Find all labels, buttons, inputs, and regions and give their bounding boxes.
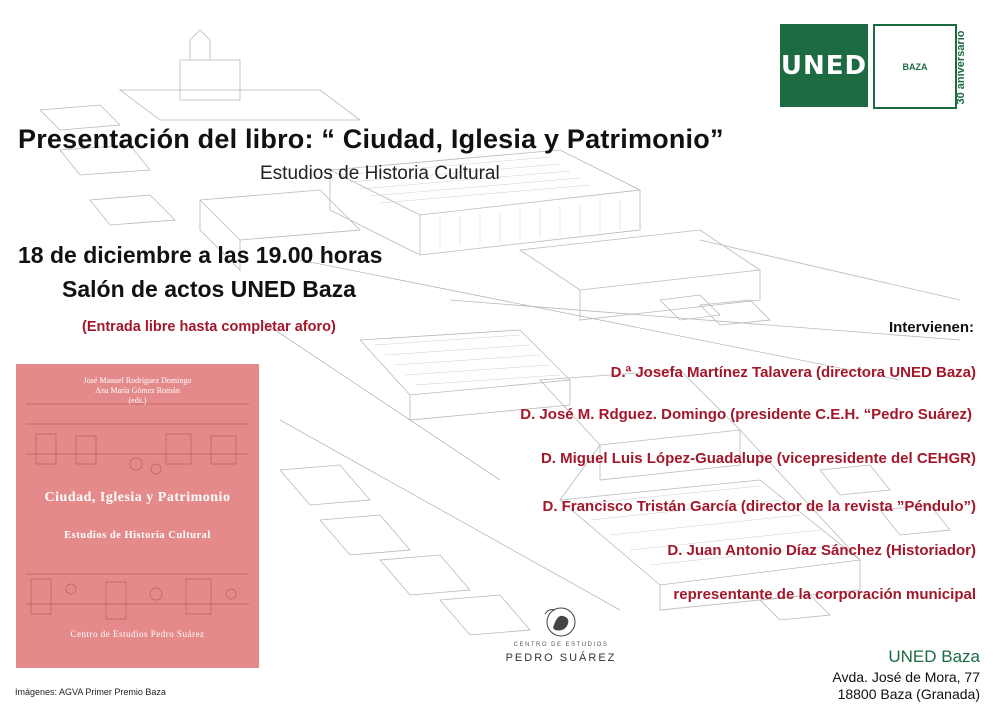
speaker-item: D. Juan Antonio Díaz Sánchez (Historiador)	[667, 542, 976, 559]
speaker-item: D. Francisco Tristán García (director de la revista ”Péndulo”)	[542, 498, 976, 515]
page-subtitle: Estudios de Historia Cultural	[260, 163, 500, 184]
centro-emblem-icon	[505, 604, 617, 644]
baza-logo-box	[873, 24, 957, 109]
speaker-item: representante de la corporación municipal	[673, 586, 976, 603]
speaker-item: D. José M. Rdguez. Domingo (presidente C.E.H. “Pedro Suárez)	[520, 406, 972, 423]
baza-logo-text: BAZA	[902, 61, 928, 72]
entry-note: (Entrada libre hasta completar aforo)	[82, 319, 336, 335]
event-date-time: 18 de diciembre a las 19.00 horas	[18, 242, 383, 268]
book-cover-illustration	[16, 364, 259, 668]
speaker-item: D.ª Josefa Martínez Talavera (directora UNED Baza)	[610, 364, 976, 381]
speaker-item: D. Miguel Luis López-Guadalupe (vicepresidente del CEHGR)	[540, 450, 976, 467]
address-street: Avda. José de Mora, 77	[832, 669, 980, 685]
centro-small-label: CENTRO DE ESTUDIOS	[513, 642, 609, 648]
event-venue: Salón de actos UNED Baza	[62, 276, 356, 302]
book-title: Ciudad, Iglesia y Patrimonio	[44, 490, 231, 505]
book-editors: (eds.)	[128, 396, 147, 405]
speakers-heading: Intervienen:	[888, 319, 974, 336]
book-author: José Manuel Rodríguez Domingo	[83, 376, 192, 385]
address-city: 18800 Baza (Granada)	[837, 686, 980, 702]
uned-logo-text: UNED	[780, 50, 868, 81]
book-subtitle: Estudios de Historia Cultural	[64, 530, 211, 541]
image-credits: Imágenes: AGVA Primer Premio Baza	[15, 687, 166, 697]
book-publisher: Centro de Estudios Pedro Suárez	[70, 629, 205, 639]
book-author: Ana María Gómez Román	[95, 386, 180, 395]
centro-name: PEDRO SUÁREZ	[505, 652, 617, 664]
address-name: UNED Baza	[888, 647, 980, 666]
centro-estudios-logo	[505, 604, 617, 674]
page-title: Presentación del libro: “ Ciudad, Iglesia y Patrimonio”	[18, 124, 724, 154]
anniversary-badge	[951, 26, 979, 109]
book-cover-image	[16, 364, 259, 668]
anniversary-text: 30 aniversario	[955, 30, 967, 105]
uned-logo	[780, 24, 868, 107]
